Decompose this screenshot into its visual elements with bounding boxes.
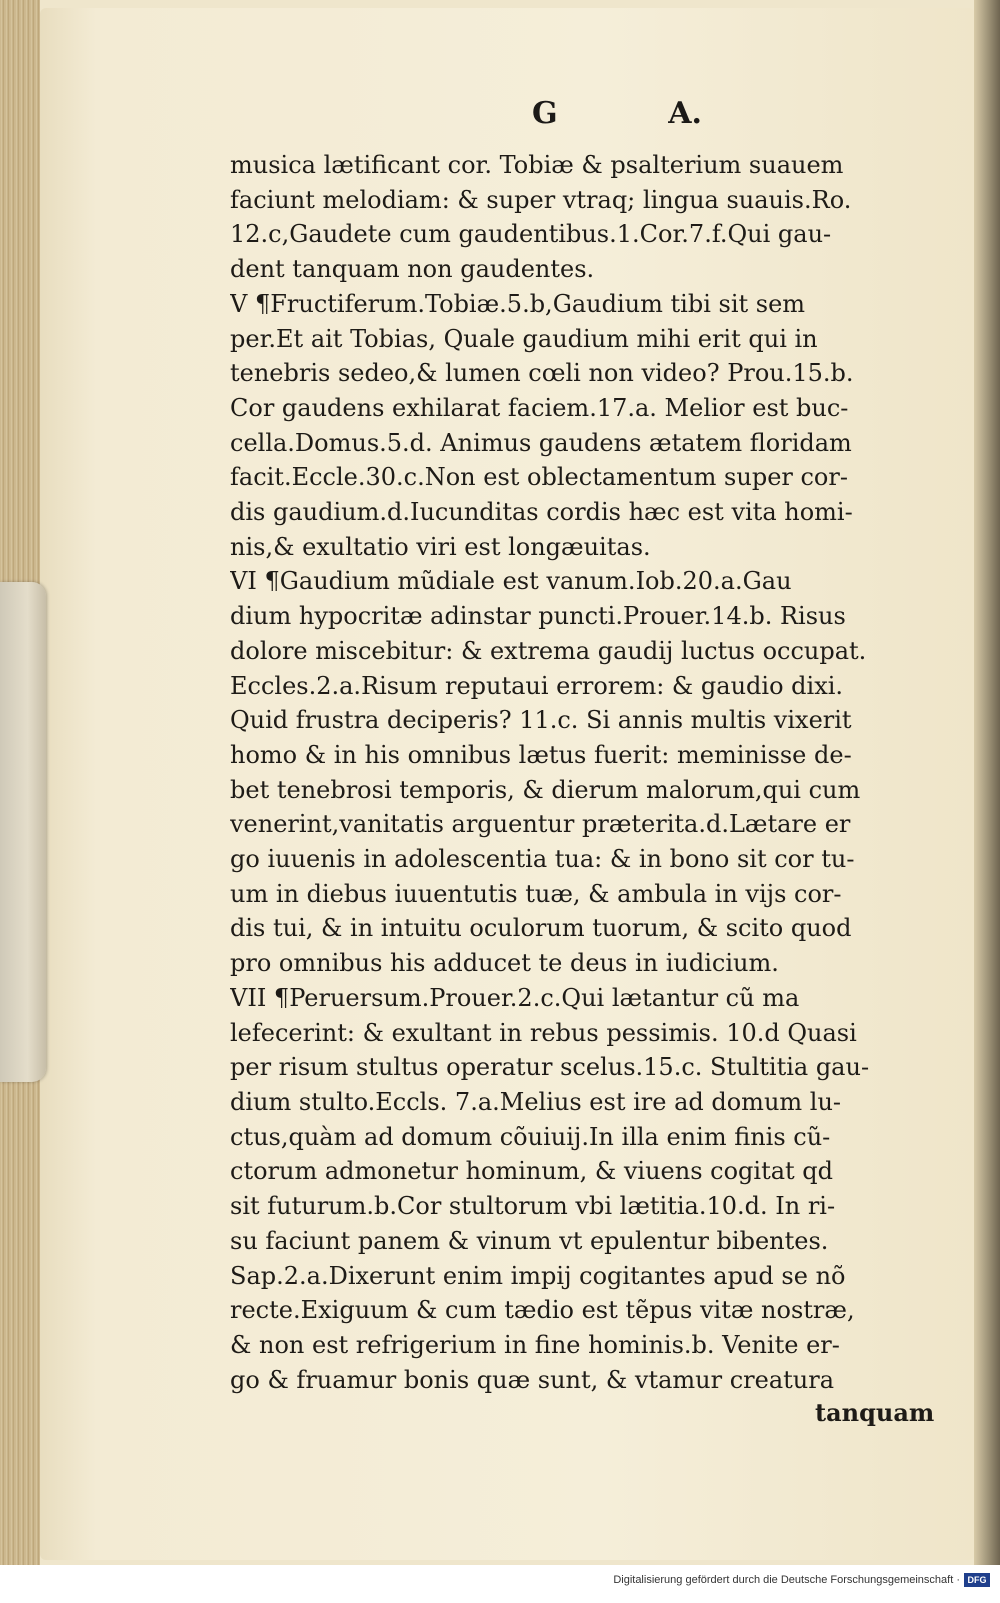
text-line: VII ¶Peruersum.Prouer.2.c.Qui lætantur cũ ma	[230, 983, 800, 1012]
text-line: facit.Eccle.30.c.Non est oblectamentum super cor-	[230, 463, 848, 492]
body-text	[230, 148, 958, 1397]
text-line: per risum stultus operatur scelus.15.c. Stultitia gau-	[230, 1053, 870, 1082]
text-line: tenebris sedeo,& lumen cœli non video? Prou.15.b.	[230, 359, 854, 388]
running-header	[532, 96, 702, 131]
text-line: dolore miscebitur: & extrema gaudij luctus occupat.	[230, 636, 867, 665]
text-line: homo & in his omnibus lætus fuerit: meminisse de-	[230, 740, 852, 769]
text-line: ctorum admonetur hominum, & viuens cogitat qd	[230, 1157, 834, 1186]
book-clasp	[0, 582, 46, 1082]
text-line: nis,& exultatio viri est longæuitas.	[230, 532, 651, 561]
header-left: G	[532, 96, 558, 131]
text-line: dis gaudium.d.Iucunditas cordis hæc est vita homi-	[230, 498, 853, 527]
text-line: faciunt melodiam: & super vtraq; lingua suauis.Ro.	[230, 185, 852, 214]
header-right: A.	[668, 96, 702, 131]
text-line: bet tenebrosi temporis, & dierum malorum,qui cum	[230, 775, 861, 804]
text-line: dis tui, & in intuitu oculorum tuorum, & scito quod	[230, 914, 852, 943]
footer-credit: Digitalisierung gefördert durch die Deutsche Forschungsgemeinschaft ·	[613, 1574, 960, 1586]
text-line: lefecerint: & exultant in rebus pessimis. 10.d Quasi	[230, 1018, 857, 1047]
text-line: musica lætificant cor. Tobiæ & psalterium suauem	[230, 151, 844, 179]
text-line: cella.Domus.5.d. Animus gaudens ætatem floridam	[230, 428, 852, 457]
text-line: dent tanquam non gaudentes.	[230, 255, 595, 284]
text-line: sit futurum.b.Cor stultorum vbi lætitia.10.d. In ri-	[230, 1192, 836, 1221]
text-line: Cor gaudens exhilarat faciem.17.a. Melior est buc-	[230, 393, 849, 422]
text-line: & non est refrigerium in fine hominis.b. Venite er-	[230, 1330, 840, 1359]
footer-bar	[0, 1565, 1000, 1603]
text-line: per.Et ait Tobias, Quale gaudium mihi erit qui in	[230, 324, 818, 353]
text-line: go iuuenis in adolescentia tua: & in bono sit cor tu-	[230, 845, 855, 874]
text-line: V ¶Fructiferum.Tobiæ.5.b,Gaudium tibi sit sem	[230, 289, 806, 318]
text-line: um in diebus iuuentutis tuæ, & ambula in vijs cor-	[230, 879, 842, 908]
text-line: 12.c,Gaudete cum gaudentibus.1.Cor.7.f.Qui gau-	[230, 220, 832, 249]
text-line: go & fruamur bonis quæ sunt, & vtamur creatura	[230, 1365, 835, 1394]
text-line: Eccles.2.a.Risum reputaui errorem: & gaudio dixi.	[230, 671, 844, 700]
text-line: ctus,quàm ad domum cõuiuij.In illa enim finis cũ-	[230, 1122, 831, 1151]
page-shadow-edge	[974, 0, 1000, 1565]
text-line: Quid frustra deciperis? 11.c. Si annis multis vixerit	[230, 706, 852, 735]
text-line: Sap.2.a.Dixerunt enim impij cogitantes apud se nõ	[230, 1261, 846, 1290]
text-line: recte.Exiguum & cum tædio est tẽpus vitæ nostræ,	[230, 1296, 855, 1325]
text-line: su faciunt panem & vinum vt epulentur bibentes.	[230, 1226, 829, 1255]
text-line: VI ¶Gaudium mũdiale est vanum.Iob.20.a.Gau	[230, 567, 792, 596]
text-line: venerint,vanitatis arguentur præterita.d.Lætare er	[230, 810, 851, 839]
text-line: dium hypocritæ adinstar puncti.Prouer.14.b. Risus	[230, 602, 846, 631]
catchword: tanquam	[815, 1398, 935, 1427]
dfg-logo: DFG	[964, 1573, 990, 1587]
text-line: dium stulto.Eccls. 7.a.Melius est ire ad domum lu-	[230, 1087, 842, 1116]
text-line: pro omnibus his adducet te deus in iudicium.	[230, 949, 779, 978]
